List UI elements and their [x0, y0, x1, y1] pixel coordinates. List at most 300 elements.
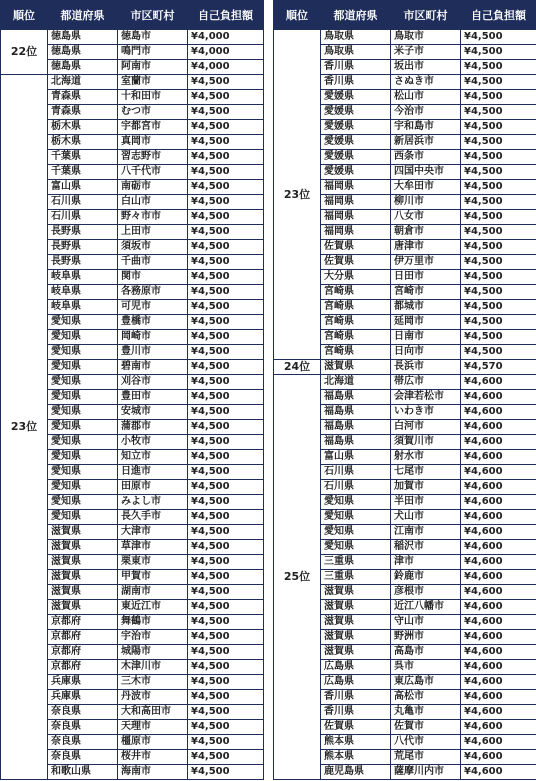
city-cell: 高島市 — [391, 645, 461, 660]
amount-cell: ¥4,600 — [461, 735, 536, 750]
city-cell: 八代市 — [391, 735, 461, 750]
prefecture-cell: 富山県 — [321, 450, 391, 465]
prefecture-cell: 奈良県 — [48, 705, 118, 720]
prefecture-cell: 奈良県 — [48, 750, 118, 765]
prefecture-cell: 滋賀県 — [48, 525, 118, 540]
city-cell: 守山市 — [391, 615, 461, 630]
amount-cell: ¥4,600 — [461, 435, 536, 450]
city-cell: 犬山市 — [391, 510, 461, 525]
amount-cell: ¥4,500 — [461, 120, 536, 135]
amount-cell: ¥4,500 — [461, 45, 536, 60]
prefecture-cell: 青森県 — [48, 105, 118, 120]
amount-cell: ¥4,500 — [188, 225, 264, 240]
amount-cell: ¥4,500 — [188, 720, 264, 735]
prefecture-cell: 徳島県 — [48, 30, 118, 45]
amount-cell: ¥4,500 — [188, 690, 264, 705]
amount-cell: ¥4,500 — [461, 255, 536, 270]
city-cell: 新居浜市 — [391, 135, 461, 150]
amount-cell: ¥4,500 — [188, 210, 264, 225]
city-cell: 刈谷市 — [118, 375, 188, 390]
city-cell: 朝倉市 — [391, 225, 461, 240]
prefecture-cell: 岐阜県 — [48, 270, 118, 285]
table-row — [1, 30, 264, 45]
prefecture-cell: 福岡県 — [321, 195, 391, 210]
amount-cell: ¥4,500 — [188, 705, 264, 720]
table-row — [274, 375, 536, 390]
prefecture-cell: 奈良県 — [48, 720, 118, 735]
table-body — [1, 30, 264, 780]
rank-cell: 22位 — [1, 30, 48, 75]
city-cell: いわき市 — [391, 405, 461, 420]
prefecture-cell: 宮崎県 — [321, 345, 391, 360]
prefecture-cell: 愛知県 — [321, 510, 391, 525]
prefecture-cell: 石川県 — [48, 210, 118, 225]
city-cell: 今治市 — [391, 105, 461, 120]
amount-cell: ¥4,600 — [461, 480, 536, 495]
amount-cell: ¥4,500 — [461, 240, 536, 255]
prefecture-cell: 愛知県 — [48, 420, 118, 435]
prefecture-cell: 福島県 — [321, 390, 391, 405]
amount-cell: ¥4,500 — [461, 300, 536, 315]
city-cell: 関市 — [118, 270, 188, 285]
city-cell: 薩摩川内市 — [391, 765, 461, 780]
amount-cell: ¥4,500 — [188, 495, 264, 510]
prefecture-cell: 滋賀県 — [48, 585, 118, 600]
city-cell: 八女市 — [391, 210, 461, 225]
amount-cell: ¥4,500 — [188, 90, 264, 105]
prefecture-cell: 愛知県 — [48, 360, 118, 375]
rank-cell: 23位 — [1, 75, 48, 780]
prefecture-cell: 福岡県 — [321, 210, 391, 225]
city-cell: 大和高田市 — [118, 705, 188, 720]
city-cell: 田原市 — [118, 480, 188, 495]
amount-cell: ¥4,600 — [461, 405, 536, 420]
prefecture-cell: 愛知県 — [48, 330, 118, 345]
city-cell: 鳥取市 — [391, 30, 461, 45]
amount-cell: ¥4,500 — [188, 630, 264, 645]
prefecture-cell: 石川県 — [48, 195, 118, 210]
city-cell: 宇治市 — [118, 630, 188, 645]
city-cell: 阿南市 — [118, 60, 188, 75]
amount-cell: ¥4,600 — [461, 375, 536, 390]
prefecture-cell: 鳥取県 — [321, 30, 391, 45]
prefecture-cell: 佐賀県 — [321, 240, 391, 255]
city-cell: 野々市市 — [118, 210, 188, 225]
city-cell: 上田市 — [118, 225, 188, 240]
prefecture-cell: 熊本県 — [321, 750, 391, 765]
city-cell: 半田市 — [391, 495, 461, 510]
amount-cell: ¥4,500 — [188, 600, 264, 615]
city-cell: 習志野市 — [118, 150, 188, 165]
prefecture-cell: 香川県 — [321, 705, 391, 720]
amount-cell: ¥4,500 — [461, 30, 536, 45]
amount-cell: ¥4,600 — [461, 645, 536, 660]
amount-cell: ¥4,570 — [461, 360, 536, 375]
amount-cell: ¥4,500 — [188, 285, 264, 300]
header-prefecture: 都道府県 — [321, 1, 391, 30]
amount-cell: ¥4,500 — [188, 315, 264, 330]
amount-cell: ¥4,500 — [188, 75, 264, 90]
amount-cell: ¥4,500 — [188, 405, 264, 420]
prefecture-cell: 栃木県 — [48, 120, 118, 135]
amount-cell: ¥4,600 — [461, 495, 536, 510]
prefecture-cell: 愛知県 — [48, 510, 118, 525]
amount-cell: ¥4,000 — [188, 45, 264, 60]
prefecture-cell: 北海道 — [48, 75, 118, 90]
amount-cell: ¥4,500 — [188, 375, 264, 390]
prefecture-cell: 青森県 — [48, 90, 118, 105]
amount-cell: ¥4,500 — [188, 675, 264, 690]
city-cell: 豊田市 — [118, 390, 188, 405]
prefecture-cell: 福岡県 — [321, 225, 391, 240]
prefecture-cell: 岐阜県 — [48, 285, 118, 300]
city-cell: 須賀川市 — [391, 435, 461, 450]
city-cell: 都城市 — [391, 300, 461, 315]
city-cell: 海南市 — [118, 765, 188, 780]
amount-cell: ¥4,600 — [461, 390, 536, 405]
prefecture-cell: 長野県 — [48, 240, 118, 255]
prefecture-cell: 愛媛県 — [321, 120, 391, 135]
header-city: 市区町村 — [118, 1, 188, 30]
city-cell: 高松市 — [391, 690, 461, 705]
city-cell: 城陽市 — [118, 645, 188, 660]
city-cell: 大津市 — [118, 525, 188, 540]
city-cell: 湖南市 — [118, 585, 188, 600]
city-cell: 須坂市 — [118, 240, 188, 255]
amount-cell: ¥4,500 — [461, 165, 536, 180]
prefecture-cell: 香川県 — [321, 75, 391, 90]
city-cell: 荒尾市 — [391, 750, 461, 765]
prefecture-cell: 愛媛県 — [321, 135, 391, 150]
amount-cell: ¥4,500 — [188, 735, 264, 750]
city-cell: 東近江市 — [118, 600, 188, 615]
prefecture-cell: 宮崎県 — [321, 285, 391, 300]
prefecture-cell: 滋賀県 — [321, 585, 391, 600]
prefecture-cell: 岐阜県 — [48, 300, 118, 315]
prefecture-cell: 佐賀県 — [321, 720, 391, 735]
prefecture-cell: 兵庫県 — [48, 690, 118, 705]
ranking-table-right — [273, 0, 536, 780]
amount-cell: ¥4,600 — [461, 600, 536, 615]
city-cell: 呉市 — [391, 660, 461, 675]
table-header — [274, 1, 536, 30]
header-amount: 自己負担額 — [188, 1, 264, 30]
prefecture-cell: 愛媛県 — [321, 90, 391, 105]
city-cell: 日進市 — [118, 465, 188, 480]
amount-cell: ¥4,600 — [461, 675, 536, 690]
city-cell: 鳴門市 — [118, 45, 188, 60]
prefecture-cell: 奈良県 — [48, 735, 118, 750]
city-cell: 野洲市 — [391, 630, 461, 645]
prefecture-cell: 福島県 — [321, 405, 391, 420]
city-cell: 可児市 — [118, 300, 188, 315]
city-cell: 橿原市 — [118, 735, 188, 750]
amount-cell: ¥4,500 — [188, 750, 264, 765]
amount-cell: ¥4,500 — [188, 570, 264, 585]
prefecture-cell: 石川県 — [321, 480, 391, 495]
amount-cell: ¥4,600 — [461, 465, 536, 480]
prefecture-cell: 鹿児島県 — [321, 765, 391, 780]
city-cell: 坂出市 — [391, 60, 461, 75]
city-cell: 四国中央市 — [391, 165, 461, 180]
amount-cell: ¥4,500 — [188, 135, 264, 150]
prefecture-cell: 大分県 — [321, 270, 391, 285]
amount-cell: ¥4,500 — [461, 135, 536, 150]
city-cell: 室蘭市 — [118, 75, 188, 90]
prefecture-cell: 愛知県 — [48, 465, 118, 480]
prefecture-cell: 滋賀県 — [321, 615, 391, 630]
amount-cell: ¥4,500 — [188, 660, 264, 675]
prefecture-cell: 愛媛県 — [321, 105, 391, 120]
amount-cell: ¥4,500 — [188, 390, 264, 405]
city-cell: 稲沢市 — [391, 540, 461, 555]
amount-cell: ¥4,500 — [188, 270, 264, 285]
amount-cell: ¥4,500 — [188, 150, 264, 165]
city-cell: 豊橋市 — [118, 315, 188, 330]
prefecture-cell: 香川県 — [321, 60, 391, 75]
city-cell: 会津若松市 — [391, 390, 461, 405]
amount-cell: ¥4,500 — [461, 225, 536, 240]
prefecture-cell: 京都府 — [48, 615, 118, 630]
city-cell: 佐賀市 — [391, 720, 461, 735]
prefecture-cell: 徳島県 — [48, 45, 118, 60]
prefecture-cell: 三重県 — [321, 555, 391, 570]
prefecture-cell: 愛知県 — [48, 315, 118, 330]
prefecture-cell: 香川県 — [321, 690, 391, 705]
prefecture-cell: 広島県 — [321, 675, 391, 690]
prefecture-cell: 佐賀県 — [321, 255, 391, 270]
amount-cell: ¥4,500 — [188, 240, 264, 255]
table-row — [274, 360, 536, 375]
prefecture-cell: 栃木県 — [48, 135, 118, 150]
city-cell: 長久手市 — [118, 510, 188, 525]
amount-cell: ¥4,600 — [461, 615, 536, 630]
amount-cell: ¥4,500 — [461, 210, 536, 225]
city-cell: 宇和島市 — [391, 120, 461, 135]
prefecture-cell: 京都府 — [48, 660, 118, 675]
city-cell: 木津川市 — [118, 660, 188, 675]
amount-cell: ¥4,500 — [188, 180, 264, 195]
amount-cell: ¥4,500 — [188, 195, 264, 210]
header-rank: 順位 — [1, 1, 48, 30]
amount-cell: ¥4,500 — [461, 285, 536, 300]
amount-cell: ¥4,500 — [461, 345, 536, 360]
rank-cell: 24位 — [274, 360, 321, 375]
city-cell: 真岡市 — [118, 135, 188, 150]
city-cell: みよし市 — [118, 495, 188, 510]
amount-cell: ¥4,500 — [188, 540, 264, 555]
amount-cell: ¥4,500 — [461, 180, 536, 195]
prefecture-cell: 長野県 — [48, 225, 118, 240]
table-row — [274, 30, 536, 45]
city-cell: 彦根市 — [391, 585, 461, 600]
amount-cell: ¥4,500 — [188, 615, 264, 630]
amount-cell: ¥4,500 — [188, 450, 264, 465]
city-cell: 小牧市 — [118, 435, 188, 450]
table-body — [274, 30, 536, 780]
prefecture-cell: 愛知県 — [48, 405, 118, 420]
prefecture-cell: 兵庫県 — [48, 675, 118, 690]
amount-cell: ¥4,500 — [461, 90, 536, 105]
city-cell: 丹波市 — [118, 690, 188, 705]
prefecture-cell: 愛知県 — [48, 390, 118, 405]
city-cell: 千曲市 — [118, 255, 188, 270]
city-cell: 射水市 — [391, 450, 461, 465]
prefecture-cell: 滋賀県 — [321, 645, 391, 660]
rank-cell: 25位 — [274, 375, 321, 780]
amount-cell: ¥4,500 — [188, 465, 264, 480]
city-cell: 白山市 — [118, 195, 188, 210]
city-cell: 伊万里市 — [391, 255, 461, 270]
amount-cell: ¥4,500 — [188, 765, 264, 780]
prefecture-cell: 鳥取県 — [321, 45, 391, 60]
table-header — [1, 1, 264, 30]
amount-cell: ¥4,600 — [461, 660, 536, 675]
prefecture-cell: 宮崎県 — [321, 300, 391, 315]
amount-cell: ¥4,600 — [461, 720, 536, 735]
city-cell: 大牟田市 — [391, 180, 461, 195]
prefecture-cell: 長野県 — [48, 255, 118, 270]
city-cell: 江南市 — [391, 525, 461, 540]
city-cell: 鈴鹿市 — [391, 570, 461, 585]
ranking-table-left — [0, 0, 264, 780]
prefecture-cell: 福島県 — [321, 420, 391, 435]
prefecture-cell: 滋賀県 — [48, 540, 118, 555]
amount-cell: ¥4,500 — [188, 165, 264, 180]
city-cell: 徳島市 — [118, 30, 188, 45]
prefecture-cell: 愛知県 — [48, 450, 118, 465]
prefecture-cell: 徳島県 — [48, 60, 118, 75]
amount-cell: ¥4,500 — [461, 75, 536, 90]
prefecture-cell: 福岡県 — [321, 180, 391, 195]
prefecture-cell: 愛媛県 — [321, 165, 391, 180]
prefecture-cell: 愛知県 — [48, 375, 118, 390]
prefecture-cell: 熊本県 — [321, 735, 391, 750]
header-prefecture: 都道府県 — [48, 1, 118, 30]
amount-cell: ¥4,600 — [461, 525, 536, 540]
amount-cell: ¥4,000 — [188, 60, 264, 75]
amount-cell: ¥4,500 — [188, 360, 264, 375]
amount-cell: ¥4,500 — [188, 525, 264, 540]
city-cell: 南砺市 — [118, 180, 188, 195]
amount-cell: ¥4,600 — [461, 585, 536, 600]
amount-cell: ¥4,000 — [188, 30, 264, 45]
city-cell: 日向市 — [391, 345, 461, 360]
prefecture-cell: 滋賀県 — [321, 630, 391, 645]
city-cell: さぬき市 — [391, 75, 461, 90]
prefecture-cell: 滋賀県 — [48, 555, 118, 570]
city-cell: 桜井市 — [118, 750, 188, 765]
amount-cell: ¥4,500 — [461, 195, 536, 210]
amount-cell: ¥4,600 — [461, 705, 536, 720]
city-cell: 各務原市 — [118, 285, 188, 300]
city-cell: 知立市 — [118, 450, 188, 465]
header-amount: 自己負担額 — [461, 1, 536, 30]
amount-cell: ¥4,500 — [188, 435, 264, 450]
city-cell: 蒲郡市 — [118, 420, 188, 435]
city-cell: 日南市 — [391, 330, 461, 345]
city-cell: 帯広市 — [391, 375, 461, 390]
prefecture-cell: 和歌山県 — [48, 765, 118, 780]
city-cell: 米子市 — [391, 45, 461, 60]
prefecture-cell: 愛知県 — [321, 525, 391, 540]
city-cell: 延岡市 — [391, 315, 461, 330]
amount-cell: ¥4,500 — [188, 420, 264, 435]
amount-cell: ¥4,500 — [188, 105, 264, 120]
prefecture-cell: 愛知県 — [48, 345, 118, 360]
prefecture-cell: 滋賀県 — [321, 360, 391, 375]
city-cell: むつ市 — [118, 105, 188, 120]
amount-cell: ¥4,500 — [188, 510, 264, 525]
prefecture-cell: 滋賀県 — [48, 600, 118, 615]
amount-cell: ¥4,600 — [461, 420, 536, 435]
city-cell: 豊川市 — [118, 345, 188, 360]
prefecture-cell: 滋賀県 — [321, 600, 391, 615]
city-cell: 津市 — [391, 555, 461, 570]
amount-cell: ¥4,600 — [461, 630, 536, 645]
amount-cell: ¥4,500 — [461, 60, 536, 75]
prefecture-cell: 宮崎県 — [321, 315, 391, 330]
city-cell: 丸亀市 — [391, 705, 461, 720]
amount-cell: ¥4,600 — [461, 450, 536, 465]
amount-cell: ¥4,500 — [188, 300, 264, 315]
amount-cell: ¥4,500 — [461, 315, 536, 330]
city-cell: 宮崎市 — [391, 285, 461, 300]
prefecture-cell: 三重県 — [321, 570, 391, 585]
prefecture-cell: 福島県 — [321, 435, 391, 450]
amount-cell: ¥4,500 — [188, 480, 264, 495]
city-cell: 長浜市 — [391, 360, 461, 375]
city-cell: 東広島市 — [391, 675, 461, 690]
prefecture-cell: 愛媛県 — [321, 150, 391, 165]
amount-cell: ¥4,500 — [461, 330, 536, 345]
city-cell: 三木市 — [118, 675, 188, 690]
city-cell: 栗東市 — [118, 555, 188, 570]
rank-cell: 23位 — [274, 30, 321, 360]
amount-cell: ¥4,600 — [461, 750, 536, 765]
amount-cell: ¥4,500 — [188, 345, 264, 360]
prefecture-cell: 愛知県 — [48, 480, 118, 495]
header-city: 市区町村 — [391, 1, 461, 30]
prefecture-cell: 石川県 — [321, 465, 391, 480]
city-cell: 宇都宮市 — [118, 120, 188, 135]
prefecture-cell: 千葉県 — [48, 150, 118, 165]
amount-cell: ¥4,500 — [188, 120, 264, 135]
city-cell: 唐津市 — [391, 240, 461, 255]
city-cell: 柳川市 — [391, 195, 461, 210]
prefecture-cell: 滋賀県 — [48, 570, 118, 585]
city-cell: 安城市 — [118, 405, 188, 420]
amount-cell: ¥4,500 — [461, 105, 536, 120]
prefecture-cell: 愛知県 — [48, 495, 118, 510]
amount-cell: ¥4,600 — [461, 510, 536, 525]
prefecture-cell: 宮崎県 — [321, 330, 391, 345]
prefecture-cell: 愛知県 — [321, 495, 391, 510]
city-cell: 西条市 — [391, 150, 461, 165]
prefecture-cell: 北海道 — [321, 375, 391, 390]
amount-cell: ¥4,600 — [461, 765, 536, 780]
city-cell: 天理市 — [118, 720, 188, 735]
prefecture-cell: 京都府 — [48, 630, 118, 645]
amount-cell: ¥4,500 — [461, 270, 536, 285]
amount-cell: ¥4,600 — [461, 540, 536, 555]
city-cell: 八千代市 — [118, 165, 188, 180]
header-rank: 順位 — [274, 1, 321, 30]
amount-cell: ¥4,500 — [188, 330, 264, 345]
prefecture-cell: 千葉県 — [48, 165, 118, 180]
city-cell: 甲賀市 — [118, 570, 188, 585]
city-cell: 舞鶴市 — [118, 615, 188, 630]
